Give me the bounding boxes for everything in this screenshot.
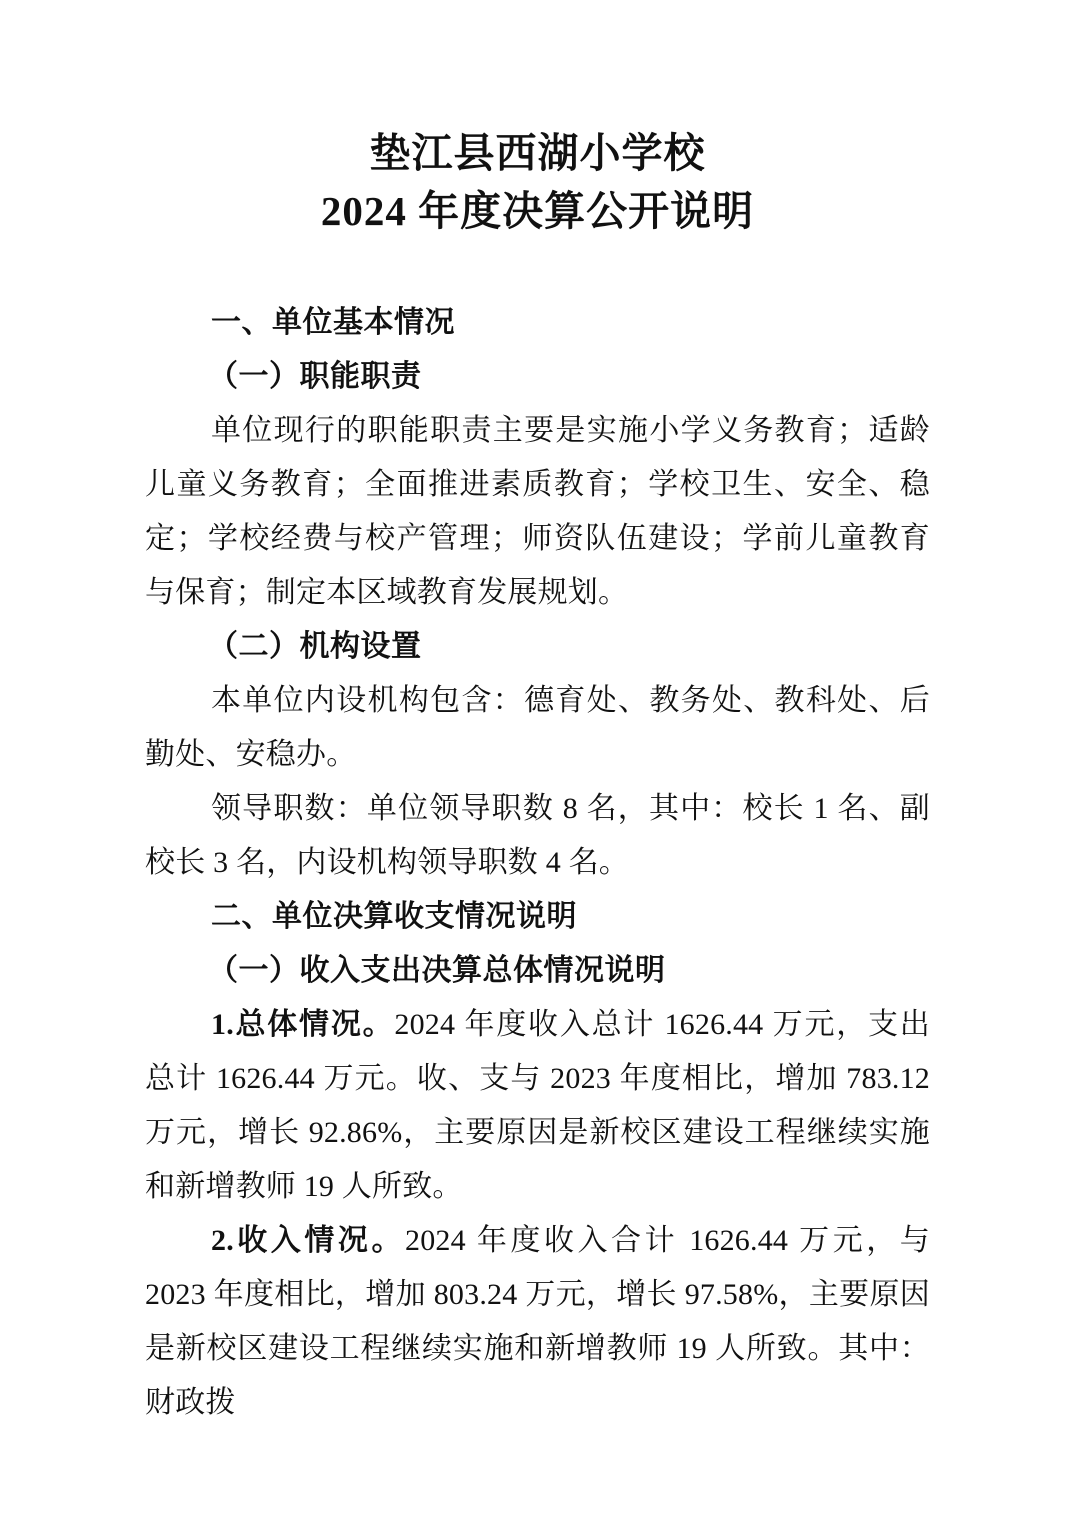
- paragraph-income-text: 2024 年度收入合计 1626.44 万元，与 2023 年度相比，增加 803.24 万元，增长 97.58%，主要原因是新校区建设工程继续实施和新增教师 19 人所致。其中：财政拨: [145, 1224, 930, 1419]
- paragraph-internal-orgs: 本单位内设机构包含：德育处、教务处、教科处、后勤处、安稳办。: [145, 684, 930, 771]
- paragraph-income-situation: [145, 1214, 930, 1430]
- paragraph-overall-situation: [145, 998, 930, 1214]
- paragraph-duties: 单位现行的职能职责主要是实施小学义务教育；适龄儿童义务教育；全面推进素质教育；学校卫生、安全、稳定；学校经费与校产管理；师资队伍建设；学前儿童教育与保育；制定本区域教育发展规划。: [145, 414, 930, 609]
- section-heading-final-accounts: 二、单位决算收支情况说明: [211, 900, 577, 933]
- subsection-heading-overall-situation: （一）收入支出决算总体情况说明: [208, 954, 666, 987]
- paragraph-overall-text: 2024 年度收入总计 1626.44 万元，支出总计 1626.44 万元。收、支与 2023 年度相比，增加 783.12 万元，增长 92.86%，主要原因是新校区建设工程继续实施和新增教师 19 人所致。: [145, 1008, 930, 1203]
- document-title: [145, 124, 930, 240]
- paragraph-overall-lead: 1.总体情况。: [211, 1008, 395, 1041]
- document-title-line1: 垫江县西湖小学校: [369, 130, 706, 176]
- subsection-heading-duties: （一）职能职责: [208, 360, 422, 393]
- document-title-line2: 2024 年度决算公开说明: [320, 188, 755, 234]
- section-heading-unit-basic-info: 一、单位基本情况: [211, 306, 455, 339]
- paragraph-leadership-posts: 领导职数：单位领导职数 8 名，其中：校长 1 名、副校长 3 名，内设机构领导职数 4 名。: [145, 792, 930, 879]
- paragraph-income-lead: 2.收入情况。: [211, 1224, 405, 1257]
- subsection-heading-org-structure: （二）机构设置: [208, 630, 422, 663]
